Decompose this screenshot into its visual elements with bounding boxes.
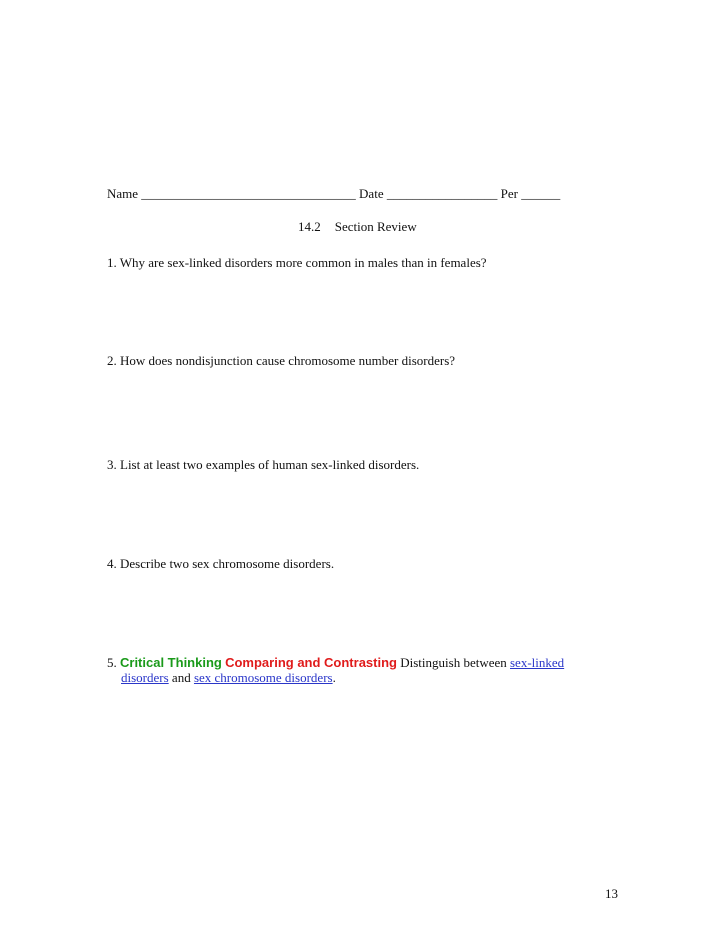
question-text: List at least two examples of human sex-linked disorders.	[120, 457, 420, 472]
question-number: 1.	[107, 255, 117, 270]
date-blank[interactable]: _________________	[386, 186, 498, 201]
question-prompt: Distinguish between	[400, 655, 507, 670]
question-5	[107, 655, 564, 671]
question-3	[107, 457, 419, 473]
sex-chromosome-disorders-link[interactable]: sex chromosome disorders	[193, 670, 333, 685]
comparing-contrasting-label: Comparing and Contrasting	[225, 655, 397, 670]
header-line	[107, 186, 560, 202]
page-number: 13	[605, 886, 618, 901]
question-1	[107, 255, 487, 271]
question-4	[107, 556, 334, 572]
end-punctuation: .	[332, 670, 336, 685]
question-number: 4.	[107, 556, 117, 571]
per-blank[interactable]: ______	[521, 186, 561, 201]
question-number: 5.	[107, 655, 117, 670]
section-number: 14.2	[298, 219, 321, 234]
question-2	[107, 353, 455, 369]
question-text: Why are sex-linked disorders more common in males than in females?	[119, 255, 487, 270]
date-label: Date	[359, 186, 384, 201]
question-text: Describe two sex chromosome disorders.	[120, 556, 335, 571]
name-label: Name	[107, 186, 139, 201]
section-title	[298, 219, 417, 235]
question-5-continued	[121, 670, 336, 686]
sex-linked-link[interactable]: sex-linked	[510, 655, 565, 670]
conjunction-text: and	[171, 670, 191, 685]
section-title-text: Section Review	[334, 219, 417, 234]
disorders-link[interactable]: disorders	[121, 670, 169, 685]
question-text: How does nondisjunction cause chromosome number disorders?	[120, 353, 456, 368]
per-label: Per	[500, 186, 518, 201]
critical-thinking-label: Critical Thinking	[120, 655, 222, 670]
question-number: 3.	[107, 457, 117, 472]
name-blank[interactable]: _________________________________	[141, 186, 356, 201]
question-number: 2.	[107, 353, 117, 368]
